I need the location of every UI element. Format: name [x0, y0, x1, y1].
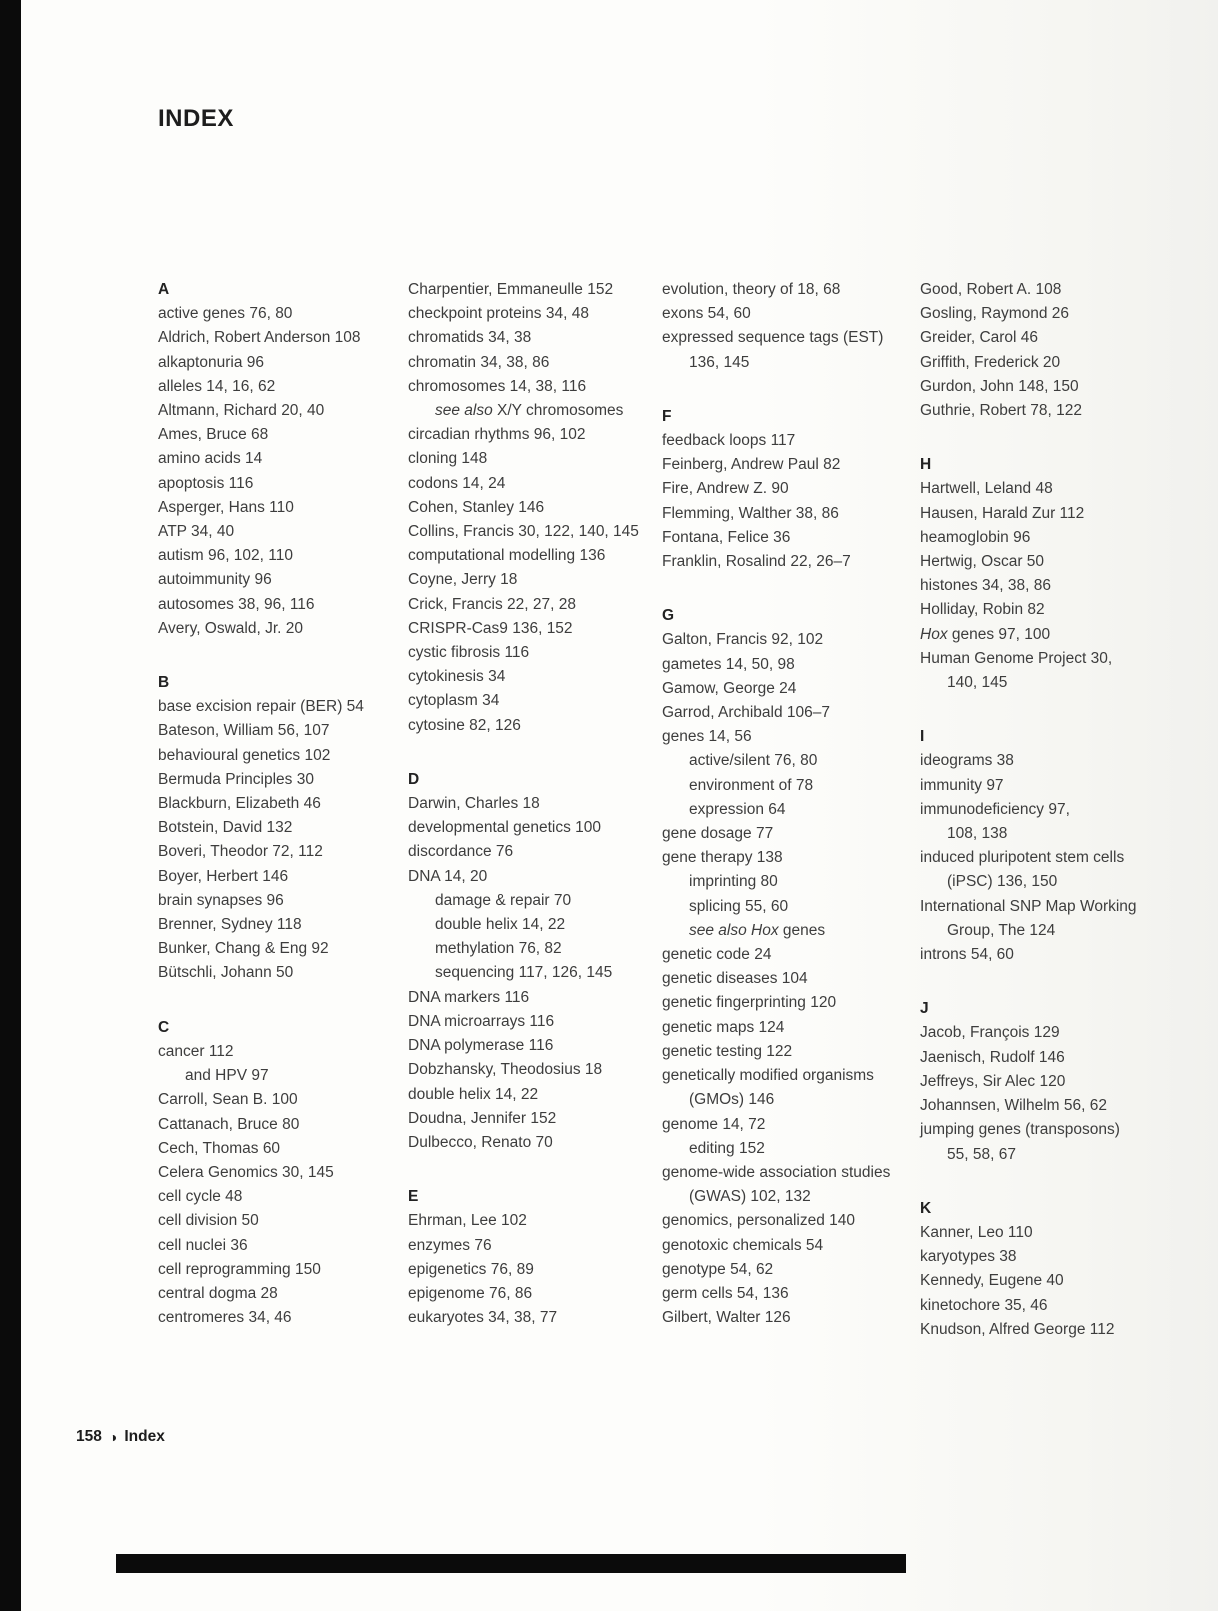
index-entry: Collins, Francis 30, 122, 140, 145 — [408, 523, 639, 541]
index-entry: genetic testing 122 — [662, 1042, 793, 1060]
index-subentry: imprinting 80 — [689, 873, 778, 891]
index-entry: Doudna, Jennifer 152 — [408, 1109, 557, 1127]
index-entry: Kennedy, Eugene 40 — [920, 1272, 1064, 1290]
index-subentry: 140, 145 — [947, 674, 1008, 692]
index-entry: Cech, Thomas 60 — [158, 1139, 281, 1157]
section-letter: I — [920, 728, 925, 746]
index-entry: Dobzhansky, Theodosius 18 — [408, 1061, 603, 1079]
index-subentry: (iPSC) 136, 150 — [947, 873, 1058, 891]
index-entry: CRISPR-Cas9 136, 152 — [408, 619, 573, 637]
index-entry: karyotypes 38 — [920, 1248, 1017, 1266]
index-entry: genetic code 24 — [662, 946, 772, 964]
index-subentry: (GMOs) 146 — [689, 1091, 775, 1109]
index-entry: active genes 76, 80 — [158, 305, 293, 323]
index-entry: Bunker, Chang & Eng 92 — [158, 940, 329, 958]
index-entry: DNA 14, 20 — [408, 867, 488, 885]
index-entry: double helix 14, 22 — [408, 1085, 539, 1103]
index-entry: immunodeficiency 97, — [920, 800, 1070, 818]
section-letter: A — [158, 281, 170, 298]
index-entry: introns 54, 60 — [920, 946, 1014, 964]
index-entry: discordance 76 — [408, 843, 514, 861]
index-entry: genome 14, 72 — [662, 1115, 766, 1133]
index-entry: Blackburn, Elizabeth 46 — [158, 795, 321, 813]
index-entry: alleles 14, 16, 62 — [158, 377, 276, 395]
index-entry: chromatin 34, 38, 86 — [408, 353, 550, 371]
index-entry: Human Genome Project 30, — [920, 649, 1113, 667]
index-entry: Boyer, Herbert 146 — [158, 867, 289, 885]
index-entry: Galton, Francis 92, 102 — [662, 631, 824, 649]
index-entry: cancer 112 — [158, 1042, 234, 1060]
index-entry: checkpoint proteins 34, 48 — [408, 305, 589, 323]
index-entry: Hertwig, Oscar 50 — [920, 553, 1045, 571]
section-letter: K — [920, 1199, 932, 1217]
index-entry: Avery, Oswald, Jr. 20 — [158, 619, 304, 637]
index-entry: feedback loops 117 — [662, 432, 796, 450]
index-entry: genes 14, 56 — [662, 728, 752, 746]
index-subentry: environment of 78 — [689, 776, 814, 794]
index-entry: eukaryotes 34, 38, 77 — [408, 1309, 558, 1327]
index-entry: developmental genetics 100 — [408, 819, 602, 837]
index-entry: alkaptonuria 96 — [158, 353, 264, 371]
index-entry: Altmann, Richard 20, 40 — [158, 402, 325, 420]
footer-label: Index — [124, 1428, 165, 1445]
index-entry: exons 54, 60 — [662, 305, 751, 323]
section-letter: B — [158, 674, 170, 692]
index-entry: Bateson, William 56, 107 — [158, 722, 330, 740]
index-entry: Jacob, François 129 — [920, 1024, 1060, 1042]
index-subentry: 136, 145 — [689, 353, 750, 371]
index-entry: Feinberg, Andrew Paul 82 — [662, 456, 841, 474]
index-entry: central dogma 28 — [158, 1284, 278, 1302]
index-entry: ATP 34, 40 — [158, 523, 235, 541]
index-entry: cell division 50 — [158, 1212, 259, 1230]
index-entry: Knudson, Alfred George 112 — [920, 1320, 1115, 1338]
section-letter: F — [662, 407, 672, 425]
section-letter: E — [408, 1188, 419, 1206]
index-entry: induced pluripotent stem cells — [920, 849, 1125, 867]
index-entry: chromatids 34, 38 — [408, 329, 532, 347]
index-entry: genetic maps 124 — [662, 1018, 785, 1036]
index-entry: brain synapses 96 — [158, 891, 284, 909]
index-entry: expressed sequence tags (EST) — [662, 329, 884, 347]
index-entry: Kanner, Leo 110 — [920, 1223, 1033, 1241]
index-subentry: 108, 138 — [947, 825, 1008, 843]
index-entry: kinetochore 35, 46 — [920, 1296, 1048, 1314]
page-number: 158 — [76, 1428, 102, 1445]
index-entry: autism 96, 102, 110 — [158, 547, 293, 565]
index-entry: Gamow, George 24 — [662, 679, 797, 697]
index-entry: Flemming, Walther 38, 86 — [662, 504, 839, 522]
index-entry: amino acids 14 — [158, 450, 263, 468]
index-subentry: editing 152 — [689, 1139, 765, 1157]
index-entry: gametes 14, 50, 98 — [662, 655, 795, 673]
index-entry: Aldrich, Robert Anderson 108 — [158, 329, 361, 347]
index-entry: Griffith, Frederick 20 — [920, 353, 1061, 371]
index-entry: Dulbecco, Renato 70 — [408, 1133, 553, 1151]
index-entry: Greider, Carol 46 — [920, 329, 1039, 347]
index-entry: DNA microarrays 116 — [408, 1012, 555, 1030]
index-entry: Cohen, Stanley 146 — [408, 498, 545, 516]
index-entry: centromeres 34, 46 — [158, 1309, 292, 1327]
index-entry: epigenetics 76, 89 — [408, 1260, 534, 1278]
index-entry: cytoplasm 34 — [408, 692, 500, 710]
index-entry: cell reprogramming 150 — [158, 1260, 321, 1278]
index-entry: Brenner, Sydney 118 — [158, 916, 302, 934]
index-entry: Guthrie, Robert 78, 122 — [920, 402, 1082, 420]
index-entry: computational modelling 136 — [408, 547, 606, 565]
index-entry: Bermuda Principles 30 — [158, 770, 314, 788]
index-subentry: active/silent 76, 80 — [689, 752, 818, 770]
section-letter: G — [662, 607, 675, 625]
index-entry: gene dosage 77 — [662, 825, 774, 843]
index-entry: cytosine 82, 126 — [408, 716, 521, 734]
index-entry: ideograms 38 — [920, 752, 1014, 770]
index-entry: evolution, theory of 18, 68 — [662, 281, 841, 298]
index-entry: codons 14, 24 — [408, 474, 506, 492]
index-subentry: 55, 58, 67 — [947, 1145, 1016, 1163]
index-entry: Jeffreys, Sir Alec 120 — [920, 1072, 1066, 1090]
page-edge-bottom-band — [116, 1554, 906, 1573]
index-subentry: Group, The 124 — [947, 921, 1056, 939]
index-entry: Jaenisch, Rudolf 146 — [920, 1048, 1065, 1066]
index-entry: Gosling, Raymond 26 — [920, 305, 1070, 323]
section-letter: C — [158, 1018, 170, 1036]
index-entry: cell nuclei 36 — [158, 1236, 248, 1254]
index-subentry: (GWAS) 102, 132 — [689, 1188, 811, 1206]
half-circle-icon: ◑ — [108, 1429, 118, 1445]
index-entry: Charpentier, Emmaneulle 152 — [408, 281, 614, 298]
index-entry: cloning 148 — [408, 450, 488, 468]
index-entry: genetic fingerprinting 120 — [662, 994, 837, 1012]
index-entry: germ cells 54, 136 — [662, 1284, 789, 1302]
index-entry: Bütschli, Johann 50 — [158, 964, 294, 982]
index-entry: behavioural genetics 102 — [158, 746, 331, 764]
index-subentry: expression 64 — [689, 800, 786, 818]
index-entry: jumping genes (transposons) — [920, 1121, 1120, 1139]
index-entry: immunity 97 — [920, 776, 1004, 794]
index-subentry: double helix 14, 22 — [435, 916, 566, 934]
index-entry: Johannsen, Wilhelm 56, 62 — [920, 1097, 1107, 1115]
index-entry: Botstein, David 132 — [158, 819, 293, 837]
index-entry: DNA markers 116 — [408, 988, 530, 1006]
index-entry: genetically modified organisms — [662, 1067, 874, 1085]
page-title: INDEX — [158, 105, 234, 132]
section-letter: D — [408, 770, 420, 788]
index-column-1 — [158, 278, 406, 1330]
page-footer — [76, 1428, 165, 1446]
index-column-2 — [408, 278, 656, 1330]
index-entry: autosomes 38, 96, 116 — [158, 595, 315, 613]
section-letter: H — [920, 456, 932, 474]
index-subentry: splicing 55, 60 — [689, 897, 789, 915]
index-entry: DNA polymerase 116 — [408, 1037, 554, 1055]
index-column-3 — [662, 278, 910, 1330]
index-subentry: damage & repair 70 — [435, 891, 572, 909]
index-entry: circadian rhythms 96, 102 — [408, 426, 586, 444]
index-entry: Carroll, Sean B. 100 — [158, 1091, 298, 1109]
index-entry: epigenome 76, 86 — [408, 1284, 533, 1302]
section-letter: J — [920, 1000, 929, 1018]
index-entry: genotoxic chemicals 54 — [662, 1236, 824, 1254]
index-entry: Hausen, Harald Zur 112 — [920, 504, 1085, 522]
index-entry: autoimmunity 96 — [158, 571, 272, 589]
index-entry: heamoglobin 96 — [920, 528, 1031, 546]
index-entry: genotype 54, 62 — [662, 1260, 774, 1278]
index-entry: gene therapy 138 — [662, 849, 783, 867]
index-entry: Good, Robert A. 108 — [920, 281, 1062, 298]
index-entry: Gurdon, John 148, 150 — [920, 377, 1079, 395]
index-entry: Boveri, Theodor 72, 112 — [158, 843, 323, 861]
index-entry: genomics, personalized 140 — [662, 1212, 856, 1230]
index-entry: Holliday, Robin 82 — [920, 601, 1045, 619]
index-entry: cystic fibrosis 116 — [408, 644, 530, 662]
index-entry: Fire, Andrew Z. 90 — [662, 480, 789, 498]
index-entry: Crick, Francis 22, 27, 28 — [408, 595, 576, 613]
index-entry: cell cycle 48 — [158, 1188, 243, 1206]
index-entry: Garrod, Archibald 106–7 — [662, 704, 831, 722]
index-subentry: and HPV 97 — [185, 1067, 269, 1085]
index-entry: cytokinesis 34 — [408, 668, 506, 686]
index-subentry: methylation 76, 82 — [435, 940, 562, 958]
index-entry: genetic diseases 104 — [662, 970, 808, 988]
index-entry: apoptosis 116 — [158, 474, 254, 492]
index-entry: Hartwell, Leland 48 — [920, 480, 1053, 498]
index-subentry: see also Hox genes — [689, 921, 826, 939]
index-entry: enzymes 76 — [408, 1236, 492, 1254]
index-entry: Ames, Bruce 68 — [158, 426, 269, 444]
index-entry: Ehrman, Lee 102 — [408, 1212, 527, 1230]
index-entry: Darwin, Charles 18 — [408, 795, 540, 813]
index-entry: Asperger, Hans 110 — [158, 498, 294, 516]
index-entry: Coyne, Jerry 18 — [408, 571, 518, 589]
index-entry: histones 34, 38, 86 — [920, 577, 1051, 595]
index-subentry: see also X/Y chromosomes — [435, 402, 624, 420]
index-entry: Franklin, Rosalind 22, 26–7 — [662, 553, 851, 571]
index-entry: Fontana, Felice 36 — [662, 528, 791, 546]
index-entry: base excision repair (BER) 54 — [158, 698, 364, 716]
index-entry: International SNP Map Working — [920, 897, 1137, 915]
page-edge-left-band — [0, 0, 21, 1611]
index-entry: genome-wide association studies — [662, 1163, 891, 1181]
index-entry: Hox genes 97, 100 — [920, 625, 1051, 643]
index-column-4 — [920, 278, 1168, 1342]
index-entry: chromosomes 14, 38, 116 — [408, 377, 587, 395]
index-subentry: sequencing 117, 126, 145 — [435, 964, 613, 982]
index-entry: Gilbert, Walter 126 — [662, 1309, 791, 1327]
index-entry: Celera Genomics 30, 145 — [158, 1163, 334, 1181]
index-entry: Cattanach, Bruce 80 — [158, 1115, 300, 1133]
